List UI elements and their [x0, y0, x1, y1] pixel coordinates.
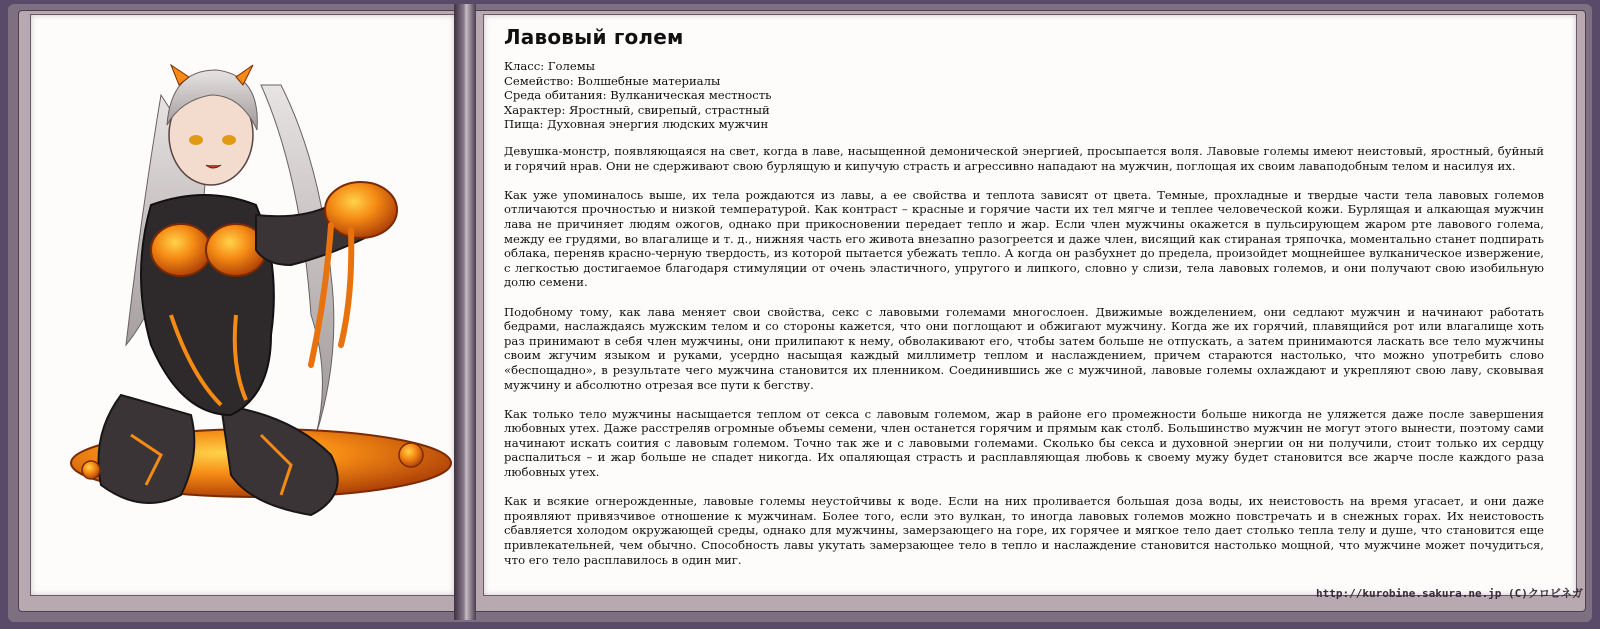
description-paragraph: Как только тело мужчины насыщается теплом от секса с лавовым големом, жар в районе его промежности больше никогда не уляжется даже после завершения любовных утех. Даже расстреляв огромные объемы семени, член останется горячим и прямым как столб. Большинство мужчин не могут этого вынести, поэтому сами начинают искать соития с лавовым големом. Точно так же и с лавовыми големами. Сколько бы секса и духовной энергии он ни получили, стоит только их сердцу распалиться – и жар больше не спадет никогда. Их опаляющая страсть и расплавляющая любовь к своему мужу будет становится все жарче после каждого раза любовных утех.: [504, 406, 1544, 480]
stat-habitat: Среда обитания: Вулканическая местность: [504, 88, 772, 103]
site-credit: http://kurobine.sakura.ne.jp (C)クロビネガ: [1316, 587, 1583, 600]
description-paragraph: Как уже упоминалось выше, их тела рождаются из лавы, а ее свойства и теплота зависят от цвета. Темные, прохладные и твердые части тела лавовых големов отличаются прочностью и низкой температурой. Как контраст – красные и горячие части их тел мягче и теплее человеческой кожи. Бурлящая и алкающая мужчин лава не причиняет людям ожогов, однако при прикосновении передает тепло и жар. Если член мужчины окажется в пульсирующем жаром рте лавового голема, между ее грудями, во влагалище и т. д., нижняя часть его живота внезапно разогреется и даже член, висящий как стираная тряпочка, моментально станет подпирать облака, переняв красно-черную твердость, из которой пытается убежать тепло. А когда он разбухнет до предела, произойдет мощнейшее вулканическое извержение, с легкостью достигаемое благодаря стимуляции от очень эластичного, упругого и липкого, словно у слизи, тела лавовых големов, и они получают свою изобильную долю семени.: [504, 187, 1544, 290]
right-page: [483, 14, 1577, 596]
description-paragraph: Как и всякие огнерожденные, лавовые големы неустойчивы к воде. Если на них проливается большая доза воды, их неистовость на время угасает, и они даже проявляют привязчивое отношение к мужчинам. Более того, если это вулкан, то иногда лавовых големов можно повстречать и в снежных горах. Их неистовость сбавляется холодом окружающей среды, однако для мужчины, замерзающего на горе, их горячее и мягкое тело дает столько тепла телу и душе, что становится еще привлекательней, чем обычно. Способность лавы укутать замерзающее тело в тепло и наслаждение становится настолько мощной, что мужчине может почудиться, что его тело расплавилось в один миг.: [504, 494, 1544, 567]
book-frame: [8, 4, 1592, 622]
book-spine: [454, 4, 476, 620]
description-paragraph: Подобному тому, как лава меняет свои свойства, секс с лавовыми големами многослоен. Движимые вожделением, они седлают мужчин и начинают работать бедрами, наслаждаясь мужским телом и со стороны кажется, что они поглощают и обжигают мужчину. Когда же их горячий, плавящийся рот или влагалище хоть раз принимают в себя член мужчины, они прилипают к нему, обволакивают его, чтобы затем больше не отпускать, а затем принимаются ласкать все тело мужчины своим жгучим языком и руками, усердно насыщая каждый миллиметр теплом и наслаждением, причем стараются настолько, что можно употребить слово «беспощадно», в результате чего мужчина становится их пленником. Соединившись же с мужчиной, лавовые големы охлаждают и укрепляют свою лаву, сковывая мужчину и абсолютно отрезая все пути к бегству.: [504, 304, 1544, 392]
stat-class: Класс: Големы: [504, 59, 595, 73]
entry-title: Лавовый голем: [504, 25, 684, 49]
stat-temperament: Характер: Яростный, свирепый, страстный: [504, 102, 770, 117]
description-paragraph: Девушка-монстр, появляющаяся на свет, когда в лаве, насыщенной демонической энергией, просыпается воля. Лавовые големы имеют неистовый, яростный, буйный и горячий нрав. Они не сдерживают свою бурлящую и кипучую страсть и агрессивно нападают на мужчин, поглощая их своим лаваподобным телом и насилуя их.: [504, 144, 1544, 173]
left-page: [30, 14, 455, 596]
stat-family: Семейство: Волшебные материалы: [504, 73, 721, 88]
entry-description: [504, 144, 1544, 582]
lava-golem-illustration: [31, 15, 454, 595]
stat-food: Пища: Духовная энергия людских мужчин: [504, 117, 769, 132]
entry-stats: [504, 59, 1204, 132]
